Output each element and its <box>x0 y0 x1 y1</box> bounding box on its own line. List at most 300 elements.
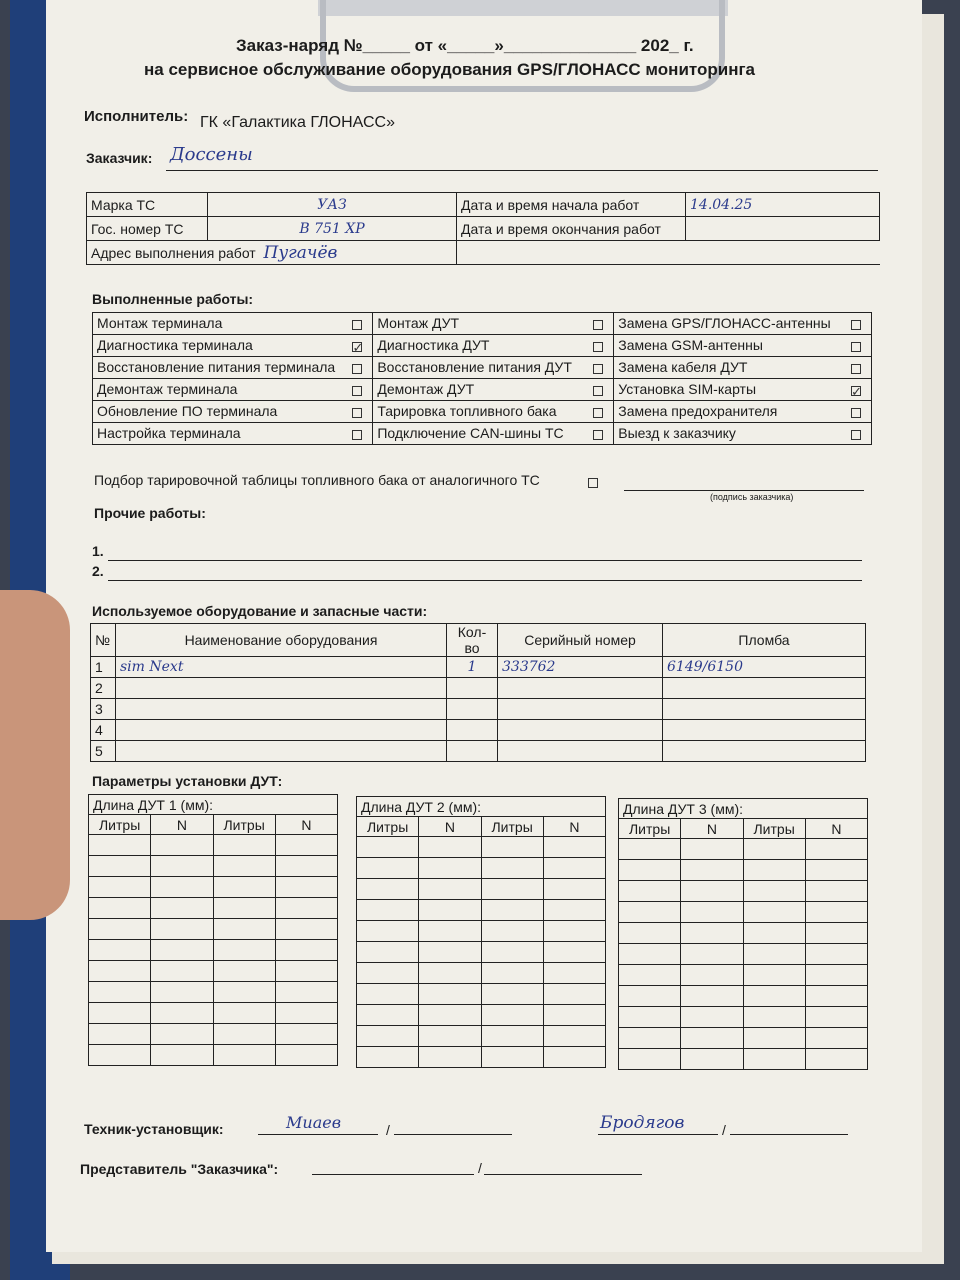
row-number: 5 <box>91 741 116 762</box>
dut-row <box>89 856 338 877</box>
dut-cell <box>619 1028 681 1049</box>
dut-cell <box>619 965 681 986</box>
work-item <box>93 401 373 423</box>
work-item-checkbox[interactable] <box>593 430 603 440</box>
work-item-label: Демонтаж терминала <box>97 381 238 397</box>
dut-row <box>89 1045 338 1066</box>
dut-block-title: Длина ДУТ 3 (мм): <box>619 799 868 819</box>
dut-cell <box>681 881 743 902</box>
work-item <box>373 313 614 335</box>
dut-cell <box>619 1007 681 1028</box>
dut-cell <box>743 860 805 881</box>
technician-name-line-a <box>394 1134 512 1135</box>
dut-cell <box>151 940 213 961</box>
dut-cell <box>681 923 743 944</box>
work-item <box>614 379 872 401</box>
dut-cell <box>743 923 805 944</box>
dut-cell <box>743 881 805 902</box>
dut-cell <box>275 961 337 982</box>
technician-name: Бродягов <box>600 1113 685 1133</box>
table-row <box>91 678 866 699</box>
dut-cell <box>743 1028 805 1049</box>
dut-row <box>89 877 338 898</box>
representative-sign-line <box>312 1174 474 1175</box>
dut-cell <box>357 858 419 879</box>
work-item-label: Обновление ПО терминала <box>97 403 278 419</box>
dut-block-2 <box>356 796 606 1068</box>
document-title: Заказ-наряд №_____ от «_____»______________ 202_ г. <box>236 36 694 55</box>
dut-cell <box>481 1005 543 1026</box>
dut-block-title: Длина ДУТ 2 (мм): <box>357 797 606 817</box>
dut-cell <box>89 961 151 982</box>
dut-row <box>619 986 868 1007</box>
row-number: 2 <box>91 678 116 699</box>
dut-cell <box>357 963 419 984</box>
brand-value: УАЗ <box>208 193 457 217</box>
dut-cell <box>619 1049 681 1070</box>
dut-column-header: Литры <box>743 819 805 839</box>
dut-cell <box>419 900 481 921</box>
dut-cell <box>481 1026 543 1047</box>
dut-cell <box>275 1003 337 1024</box>
other-works-line-1 <box>108 560 862 561</box>
dut-cell <box>275 919 337 940</box>
serial-number <box>498 678 663 699</box>
equipment-name <box>116 720 447 741</box>
dut-cell <box>419 1047 481 1068</box>
other-works-line-2 <box>108 580 862 581</box>
dut-cell <box>357 879 419 900</box>
work-item-checkbox[interactable] <box>593 364 603 374</box>
dut-cell <box>89 940 151 961</box>
address-blank <box>457 241 880 265</box>
dut-cell <box>151 1045 213 1066</box>
dut-cell <box>357 900 419 921</box>
work-item-checkbox[interactable] <box>851 320 861 330</box>
dut-column-header: Литры <box>619 819 681 839</box>
dut-cell <box>543 1026 605 1047</box>
customer-signature-caption: (подпись заказчика) <box>710 492 794 502</box>
executor-label: Исполнитель: <box>84 108 189 125</box>
dut-cell <box>681 860 743 881</box>
dut-cell <box>681 1028 743 1049</box>
customer-label: Заказчик: <box>86 150 153 166</box>
equipment-header-seal: Пломба <box>663 624 866 657</box>
dut-cell <box>481 942 543 963</box>
dut-cell <box>275 856 337 877</box>
dut-cell <box>213 835 275 856</box>
dut-row <box>357 963 606 984</box>
dut-cell <box>419 837 481 858</box>
seal-number <box>663 699 866 720</box>
work-item <box>614 335 872 357</box>
dut-row <box>89 1003 338 1024</box>
work-item-label: Диагностика терминала <box>97 337 253 353</box>
dut-cell <box>743 986 805 1007</box>
table-row <box>91 699 866 720</box>
dut-cell <box>151 919 213 940</box>
dut-row <box>89 919 338 940</box>
tare-selection-checkbox[interactable] <box>588 478 598 488</box>
dut-cell <box>543 837 605 858</box>
dut-row <box>619 1028 868 1049</box>
equipment-name <box>116 678 447 699</box>
work-item-label: Восстановление питания ДУТ <box>377 359 572 375</box>
work-item-checkbox[interactable] <box>593 342 603 352</box>
work-item-checkbox[interactable] <box>352 364 362 374</box>
dut-row <box>89 961 338 982</box>
work-item-label: Настройка терминала <box>97 425 241 441</box>
dut-cell <box>619 923 681 944</box>
dut-cell <box>213 961 275 982</box>
work-item-checkbox[interactable] <box>352 320 362 330</box>
dut-cell <box>419 984 481 1005</box>
dut-cell <box>357 984 419 1005</box>
dut-column-header: Литры <box>357 817 419 837</box>
work-item <box>373 423 614 445</box>
dut-cell <box>89 835 151 856</box>
technician-signature: Миаев <box>286 1113 342 1132</box>
equipment-name <box>116 741 447 762</box>
thumb <box>0 590 70 920</box>
dut-cell <box>213 982 275 1003</box>
dut-column-header: N <box>151 815 213 835</box>
dut-cell <box>805 881 867 902</box>
work-item <box>614 313 872 335</box>
work-item-checkbox[interactable] <box>851 364 861 374</box>
dut-cell <box>357 942 419 963</box>
dut-cell <box>89 1024 151 1045</box>
work-item-label: Демонтаж ДУТ <box>377 381 475 397</box>
dut-cell <box>213 1045 275 1066</box>
equipment-header-number: № <box>91 624 116 657</box>
dut-row <box>357 921 606 942</box>
dut-cell <box>481 837 543 858</box>
dut-cell <box>543 1047 605 1068</box>
dut-cell <box>805 1049 867 1070</box>
address-label: Адрес выполнения работ <box>91 244 256 261</box>
row-number: 4 <box>91 720 116 741</box>
dut-block-1 <box>88 794 338 1066</box>
table-row <box>91 741 866 762</box>
dut-cell <box>619 839 681 860</box>
dut-row <box>619 1007 868 1028</box>
dut-cell <box>543 921 605 942</box>
dut-column-header: N <box>681 819 743 839</box>
dut-cell <box>275 1045 337 1066</box>
dut-cell <box>89 898 151 919</box>
work-item <box>614 357 872 379</box>
dut-title: Параметры установки ДУТ: <box>92 773 283 789</box>
table-row <box>91 657 866 678</box>
representative-name-line <box>484 1174 642 1175</box>
equipment-qty <box>447 678 498 699</box>
work-item <box>373 379 614 401</box>
dut-cell <box>89 982 151 1003</box>
dut-cell <box>151 961 213 982</box>
dut-cell <box>275 940 337 961</box>
dut-cell <box>419 879 481 900</box>
equipment-header-name: Наименование оборудования <box>116 624 447 657</box>
dut-cell <box>481 858 543 879</box>
dut-cell <box>743 1007 805 1028</box>
work-item <box>93 423 373 445</box>
seal-number: 6149/6150 <box>663 657 866 678</box>
work-item <box>93 357 373 379</box>
dut-column-header: N <box>543 817 605 837</box>
equipment-qty: 1 <box>447 657 498 678</box>
brand-label: Марка ТС <box>87 193 208 217</box>
dut-cell <box>805 902 867 923</box>
dut-cell <box>213 1024 275 1045</box>
technician-name-line <box>598 1134 718 1135</box>
dut-cell <box>743 839 805 860</box>
dut-cell <box>357 1026 419 1047</box>
dut-cell <box>543 984 605 1005</box>
dut-cell <box>481 879 543 900</box>
work-item-checkbox[interactable] <box>851 342 861 352</box>
executor-value: ГК «Галактика ГЛОНАСС» <box>200 114 395 131</box>
dut-column-header: Литры <box>89 815 151 835</box>
serial-number <box>498 720 663 741</box>
work-item-label: Замена предохранителя <box>618 403 778 419</box>
work-item <box>614 401 872 423</box>
dut-cell <box>151 898 213 919</box>
representative-slash: / <box>478 1160 482 1176</box>
technician-label: Техник-установщик: <box>84 1121 224 1137</box>
dut-column-header: N <box>275 815 337 835</box>
dut-cell <box>543 942 605 963</box>
seal-number <box>663 678 866 699</box>
plate-value: В 751 ХР <box>208 217 457 241</box>
dut-cell <box>619 986 681 1007</box>
dut-row <box>357 858 606 879</box>
dut-block-3 <box>618 798 868 1070</box>
dut-cell <box>681 986 743 1007</box>
dut-cell <box>481 984 543 1005</box>
work-item-label: Восстановление питания терминала <box>97 359 336 375</box>
dut-cell <box>419 942 481 963</box>
dut-cell <box>543 900 605 921</box>
equipment-qty <box>447 720 498 741</box>
dut-row <box>619 923 868 944</box>
technician-slash-2: / <box>722 1122 726 1138</box>
dut-cell <box>213 1003 275 1024</box>
dut-cell <box>543 1005 605 1026</box>
dut-cell <box>805 923 867 944</box>
dut-block-title: Длина ДУТ 1 (мм): <box>89 795 338 815</box>
dut-row <box>619 860 868 881</box>
work-item-label: Диагностика ДУТ <box>377 337 490 353</box>
dut-row <box>357 984 606 1005</box>
dut-cell <box>357 921 419 942</box>
works-title: Выполненные работы: <box>92 291 254 307</box>
dut-cell <box>213 898 275 919</box>
dut-cell <box>275 835 337 856</box>
work-item-checkbox[interactable] <box>851 408 861 418</box>
work-item <box>93 313 373 335</box>
dut-row <box>89 835 338 856</box>
equipment-qty <box>447 741 498 762</box>
dut-cell <box>89 1003 151 1024</box>
dut-row <box>619 839 868 860</box>
table-row <box>91 720 866 741</box>
work-item-label: Замена GPS/ГЛОНАСС-антенны <box>618 315 831 331</box>
serial-number <box>498 741 663 762</box>
dut-cell <box>419 1005 481 1026</box>
work-item-checkbox[interactable] <box>352 430 362 440</box>
equipment-table <box>90 623 866 762</box>
dut-cell <box>805 965 867 986</box>
dut-cell <box>357 1047 419 1068</box>
dut-cell <box>357 1005 419 1026</box>
dut-cell <box>543 858 605 879</box>
dut-cell <box>419 921 481 942</box>
work-item <box>93 335 373 357</box>
work-item <box>93 379 373 401</box>
customer-signature-line <box>624 490 864 491</box>
dut-row <box>89 1024 338 1045</box>
dut-row <box>89 982 338 1003</box>
dut-cell <box>481 1047 543 1068</box>
dut-cell <box>743 1049 805 1070</box>
dut-row <box>619 902 868 923</box>
dut-row <box>357 942 606 963</box>
equipment-header-qty: Кол-во <box>447 624 498 657</box>
dut-cell <box>681 1049 743 1070</box>
dut-cell <box>619 860 681 881</box>
serial-number <box>498 699 663 720</box>
dut-cell <box>681 965 743 986</box>
dut-cell <box>743 944 805 965</box>
works-table <box>92 312 872 445</box>
dut-row <box>357 1026 606 1047</box>
work-item-label: Монтаж терминала <box>97 315 223 331</box>
work-item-label: Монтаж ДУТ <box>377 315 460 331</box>
dut-row <box>357 1047 606 1068</box>
dut-cell <box>275 877 337 898</box>
dut-row <box>89 940 338 961</box>
dut-cell <box>151 1003 213 1024</box>
dut-cell <box>681 1007 743 1028</box>
dut-cell <box>151 877 213 898</box>
work-item-checkbox[interactable] <box>593 408 603 418</box>
technician-extra-line <box>730 1134 848 1135</box>
tare-selection-label: Подбор тарировочной таблицы топливного бака от аналогичного ТС <box>94 472 540 488</box>
work-item <box>373 357 614 379</box>
dut-row <box>619 965 868 986</box>
dut-cell <box>419 963 481 984</box>
dut-cell <box>619 944 681 965</box>
dut-cell <box>805 839 867 860</box>
dut-row <box>619 881 868 902</box>
other-works-item-2: 2. <box>92 563 104 579</box>
dut-cell <box>743 902 805 923</box>
work-item-label: Тарировка топливного бака <box>377 403 557 419</box>
end-value <box>686 217 880 241</box>
equipment-qty <box>447 699 498 720</box>
customer-underline <box>166 170 878 171</box>
equipment-name: sim Next <box>116 657 447 678</box>
dut-cell <box>213 877 275 898</box>
dut-cell <box>89 877 151 898</box>
row-number: 3 <box>91 699 116 720</box>
dut-cell <box>151 1024 213 1045</box>
seal-number <box>663 720 866 741</box>
work-item-label: Замена GSM-антенны <box>618 337 763 353</box>
plate-label: Гос. номер ТС <box>87 217 208 241</box>
technician-sign-line <box>258 1134 378 1135</box>
dut-cell <box>275 898 337 919</box>
end-label: Дата и время окончания работ <box>457 217 686 241</box>
other-works-item-1: 1. <box>92 543 104 559</box>
start-label: Дата и время начала работ <box>457 193 686 217</box>
dut-row <box>89 898 338 919</box>
dut-cell <box>213 919 275 940</box>
document-subtitle: на сервисное обслуживание оборудования GPS/ГЛОНАСС мониторинга <box>144 60 756 79</box>
dut-row <box>357 879 606 900</box>
work-item-label: Замена кабеля ДУТ <box>618 359 748 375</box>
dut-column-header: Литры <box>213 815 275 835</box>
dut-cell <box>681 944 743 965</box>
technician-slash: / <box>386 1122 390 1138</box>
row-number: 1 <box>91 657 116 678</box>
checkmark-icon: ✓ <box>851 384 862 399</box>
dut-cell <box>275 982 337 1003</box>
other-works-title: Прочие работы: <box>94 505 206 521</box>
dut-column-header: N <box>419 817 481 837</box>
address-value: Пугачёв <box>263 242 338 263</box>
dut-column-header: N <box>805 819 867 839</box>
dut-row <box>357 837 606 858</box>
work-item-checkbox[interactable] <box>593 386 603 396</box>
dut-cell <box>681 839 743 860</box>
dut-cell <box>481 963 543 984</box>
dut-cell <box>151 835 213 856</box>
checkmark-icon: ✓ <box>352 340 364 355</box>
dut-cell <box>481 921 543 942</box>
dut-cell <box>805 1028 867 1049</box>
dut-cell <box>357 837 419 858</box>
work-item-checkbox[interactable] <box>352 386 362 396</box>
dut-cell <box>419 1026 481 1047</box>
dut-cell <box>543 879 605 900</box>
work-item <box>614 423 872 445</box>
work-item-label: Подключение CAN-шины ТС <box>377 425 564 441</box>
dut-cell <box>213 856 275 877</box>
start-value: 14.04.25 <box>686 193 880 217</box>
dut-cell <box>743 965 805 986</box>
work-item-label: Установка SIM-карты <box>618 381 757 397</box>
dut-cell <box>275 1024 337 1045</box>
serial-number: 333762 <box>498 657 663 678</box>
work-item-checkbox[interactable] <box>352 408 362 418</box>
dut-row <box>357 1005 606 1026</box>
dut-cell <box>213 940 275 961</box>
dut-cell <box>543 963 605 984</box>
work-item-checkbox[interactable] <box>851 430 861 440</box>
vehicle-table <box>86 192 880 265</box>
representative-label: Представитель "Заказчика": <box>80 1161 279 1177</box>
dut-cell <box>151 856 213 877</box>
dut-cell <box>89 856 151 877</box>
seal-number <box>663 741 866 762</box>
work-item-checkbox[interactable] <box>593 320 603 330</box>
dut-cell <box>481 900 543 921</box>
dut-cell <box>619 902 681 923</box>
dut-cell <box>619 881 681 902</box>
customer-value: Доссены <box>170 144 253 165</box>
